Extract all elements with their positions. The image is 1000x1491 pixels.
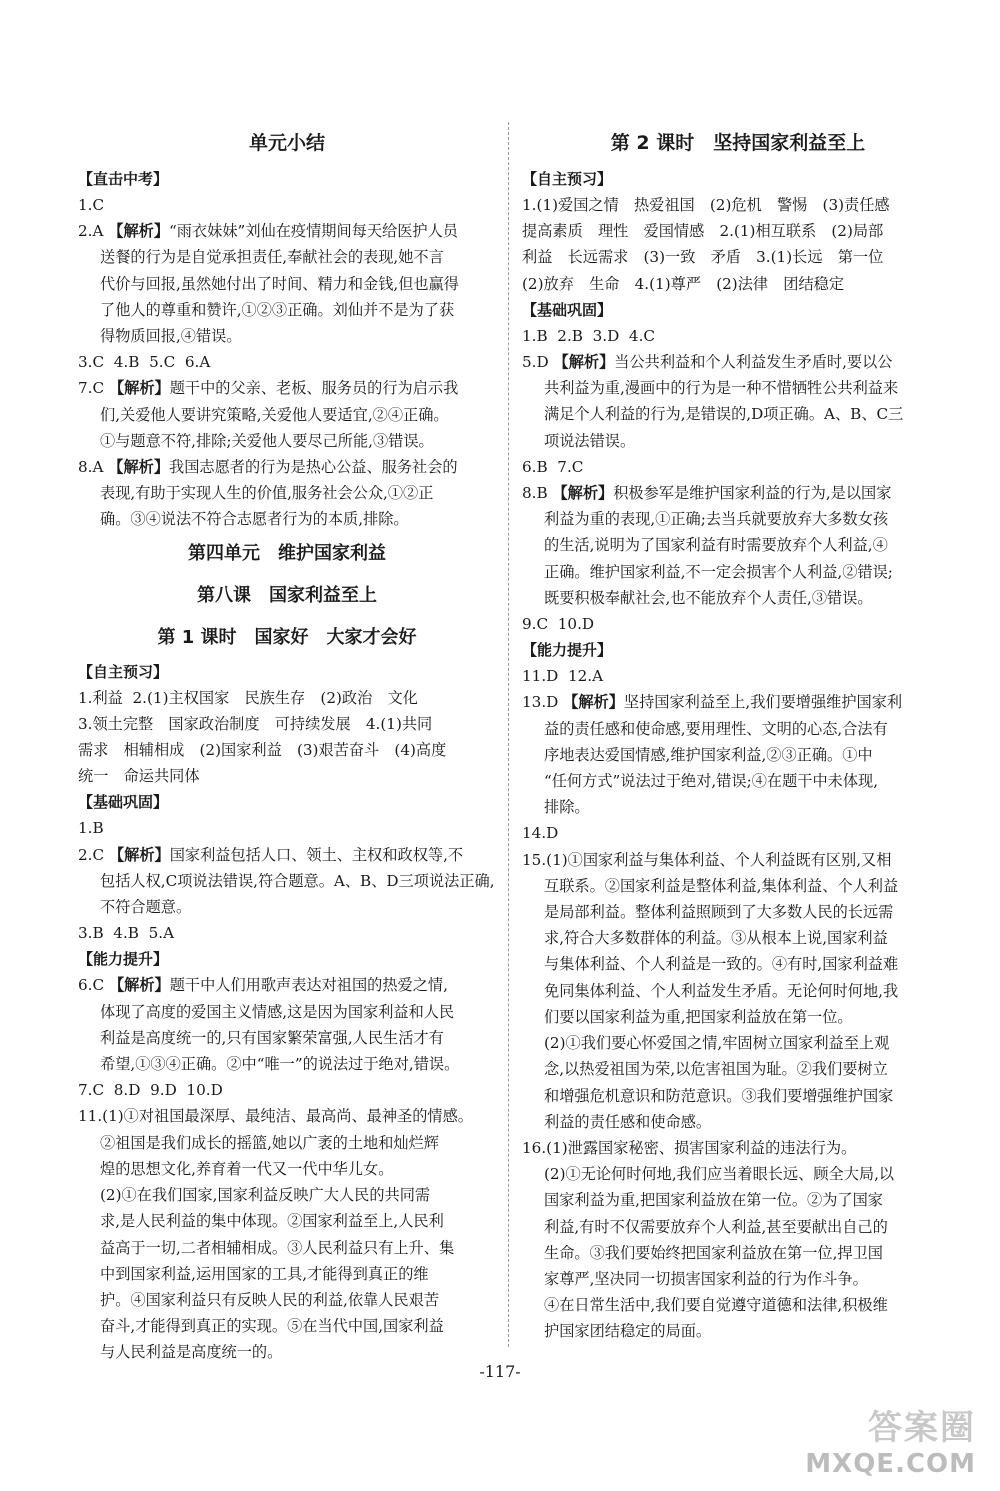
unit-heading: 第 1 课时 国家好 大家才会好	[157, 626, 417, 648]
answer-text: (2)①无论何时何地,我们应当着眼长远、顾全大局,以	[544, 1165, 895, 1184]
answer-text: 免同集体利益、个人利益发生矛盾。无论何时何地,我	[544, 981, 899, 1000]
analysis-text: “雨衣妹妹”刘仙在疫情期间每天给医护人员	[169, 222, 458, 241]
answer-text: 奋斗,才能得到真正的实现。⑤在当代中国,国家利益	[100, 1317, 444, 1336]
answer-continuation	[522, 794, 954, 820]
answer-text: 确。③④说法不符合志愿者行为的本质,排除。	[100, 510, 409, 529]
answer-line	[522, 454, 954, 480]
watermark-logo: 答案圈	[868, 1408, 976, 1448]
answer-continuation	[78, 323, 496, 349]
analysis-text: 题干中的父亲、老板、服务员的行为启示我	[169, 379, 459, 398]
answer-text: 1.利益 2.(1)主权国家 民族生存 (2)政治 文化	[78, 688, 418, 707]
answer-continuation	[78, 271, 496, 297]
answer-continuation	[78, 1182, 496, 1208]
analysis-text: 我国志愿者的行为是热心公益、服务社会的	[169, 458, 458, 477]
answer-line	[78, 815, 496, 841]
answer-continuation	[78, 1156, 496, 1182]
answer-line	[522, 271, 954, 297]
answer-text: 8.A	[78, 458, 104, 477]
answer-text: 利益,有时不仅需要放弃个人利益,甚至要献出自己的	[544, 1217, 888, 1236]
page-number: -117-	[479, 1362, 521, 1381]
answer-text: 表现,有助于实现人生的价值,服务社会公众,①②正	[100, 484, 434, 503]
answer-line	[522, 323, 954, 349]
answer-text: 念,以热爱祖国为荣,以危害祖国为耻。②我们要树立	[544, 1060, 888, 1079]
answer-continuation	[78, 1313, 496, 1339]
section-title: 第 2 课时 坚持国家利益至上	[610, 132, 866, 154]
analysis-label: 【解析】	[108, 458, 170, 477]
answer-text: 得物质回报,④错误。	[100, 327, 242, 346]
answer-line	[78, 920, 496, 946]
answer-continuation	[522, 716, 954, 742]
answer-continuation	[522, 1056, 954, 1082]
answer-continuation	[522, 1292, 954, 1318]
answer-text: 5.D	[522, 353, 549, 372]
answer-text: 序地表达爱国情感,维护国家利益,②③正确。①中	[544, 745, 873, 764]
answer-text: (2)①在我们国家,国家利益反映广大人民的共同需	[100, 1186, 431, 1205]
answer-continuation	[78, 999, 496, 1025]
answer-text: 护。④国家利益只有反映人民的利益,依靠人民艰苦	[100, 1290, 439, 1309]
answer-continuation	[522, 1004, 954, 1030]
answer-line	[78, 1103, 496, 1129]
analysis-text: 国家利益包括人口、领土、主权和政权等,不	[169, 845, 464, 864]
answer-line	[78, 972, 496, 998]
answer-continuation	[78, 1025, 496, 1051]
answer-line	[522, 192, 954, 218]
answer-line	[522, 820, 954, 846]
answer-text: 了他人的尊重和赞许,①②③正确。刘仙并不是为了获	[100, 300, 455, 319]
answer-text: 项说法错误。	[544, 431, 636, 450]
analysis-text: 积极参军是维护国家利益的行为,是以国家	[613, 484, 892, 503]
answer-text: 利益是高度统一的,只有国家繁荣富强,人民生活才有	[100, 1028, 444, 1047]
section-title: 单元小结	[248, 132, 325, 154]
answer-text: 3.B 4.B 5.A	[78, 924, 175, 943]
answer-text: (2)①我们要心怀爱国之情,牢固树立国家利益至上观	[544, 1034, 890, 1053]
answer-text: 益的责任感和使命感,要用理性、文明的心态,合法有	[544, 719, 888, 738]
answer-continuation	[522, 1318, 954, 1344]
answer-text: (2)放弃 生命 4.(1)尊严 (2)法律 团结稳定	[522, 274, 845, 293]
answer-text: 16.(1)泄露国家秘密、损害国家利益的违法行为。	[522, 1138, 857, 1157]
analysis-text: 当公共利益和个人利益发生矛盾时,要以公	[614, 353, 893, 372]
analysis-label: 【解析】	[108, 379, 170, 398]
answer-line	[78, 375, 496, 401]
answer-text: 8.B	[522, 484, 548, 503]
column-divider	[508, 122, 509, 1347]
watermark-url: MXQE.COM	[805, 1449, 976, 1479]
answer-continuation	[78, 244, 496, 270]
answer-text: 6.C	[78, 976, 105, 995]
answer-text: 代价与回报,虽然她付出了时间、精力和金钱,但也赢得	[100, 274, 459, 293]
answer-text: 1.B 2.B 3.D 4.C	[522, 326, 656, 345]
analysis-text: 坚持国家利益至上,我们要增强维护国家利	[623, 693, 903, 712]
analysis-label: 【解析】	[108, 845, 170, 864]
answer-text: 国家利益为重,把国家利益放在第一位。②为了国家	[544, 1191, 883, 1210]
answer-text: 15.(1)①国家利益与集体利益、个人利益既有区别,又相	[522, 850, 892, 869]
answer-text: 3.领土完整 国家政治制度 可持续发展 4.(1)共同	[78, 714, 433, 733]
answer-continuation	[78, 894, 496, 920]
unit-heading: 第八课 国家利益至上	[197, 584, 377, 606]
answer-text: ②祖国是我们成长的摇篮,她以广袤的土地和灿烂辉	[100, 1133, 439, 1152]
answer-text: 利益的责任感和使命感。	[544, 1112, 712, 1131]
answer-continuation	[78, 868, 496, 894]
answer-continuation	[522, 1240, 954, 1266]
answer-continuation	[522, 925, 954, 951]
answer-line	[522, 1135, 954, 1161]
answer-continuation	[522, 742, 954, 768]
answer-continuation	[78, 506, 496, 532]
answer-text: 1.(1)爱国之情 热爱祖国 (2)危机 警惕 (3)责任感	[522, 196, 890, 214]
answer-continuation	[522, 375, 954, 401]
analysis-text: 题干中人们用歌声表达对祖国的热爱之情,	[169, 976, 448, 995]
answer-text: ①与题意不符,排除;关爱他人要尽己所能,③错误。	[100, 431, 434, 450]
answer-line	[78, 763, 496, 789]
answer-continuation	[522, 1030, 954, 1056]
answer-continuation	[78, 1287, 496, 1313]
answer-continuation	[78, 480, 496, 506]
answer-continuation	[522, 1187, 954, 1213]
answer-text: 满足个人利益的行为,是错误的,D项正确。A、B、C三	[544, 405, 904, 424]
answer-continuation	[522, 532, 954, 558]
answer-text: 是局部利益。整体利益照顾到了大多数人民的长远需	[544, 903, 894, 922]
answer-line	[78, 711, 496, 737]
answer-continuation	[78, 1208, 496, 1234]
watermark	[805, 1400, 976, 1479]
section-label: 【自主预习】	[522, 170, 613, 188]
answer-continuation	[522, 768, 954, 794]
answer-text: 1.B	[78, 819, 104, 838]
answer-line	[78, 454, 496, 480]
answer-continuation	[522, 1083, 954, 1109]
answer-text: 6.B 7.C	[522, 457, 584, 476]
analysis-label: 【解析】	[108, 222, 170, 241]
answer-text: 共利益为重,漫画中的行为是一种不惜牺牲公共利益来	[544, 379, 899, 398]
answer-text: 11.D 12.A	[522, 667, 604, 686]
answer-line	[78, 842, 496, 868]
answer-continuation	[522, 506, 954, 532]
analysis-label: 【解析】	[108, 976, 170, 995]
answer-text: 和增强危机意识和防范意识。③我们要增强维护国家	[544, 1086, 894, 1105]
answer-text: ④在日常生活中,我们要自觉遵守道德和法律,积极维	[544, 1296, 888, 1315]
answer-text: 互联系。②国家利益是整体利益,集体利益、个人利益	[544, 876, 899, 895]
analysis-label: 【解析】	[563, 693, 624, 712]
answer-continuation	[522, 1161, 954, 1187]
answer-line	[522, 689, 954, 715]
answer-line	[78, 685, 496, 711]
section-label: 【能力提升】	[78, 950, 169, 969]
answer-continuation	[78, 1051, 496, 1077]
answer-text: 益高于一切,二者相辅相成。③人民利益只有上升、集	[100, 1238, 455, 1257]
answer-text: 体现了高度的爱国主义情感,这是因为国家利益和人民	[100, 1002, 455, 1021]
section-label: 【基础巩固】	[78, 793, 169, 812]
answer-text: 求,是人民利益的集中体现。②国家利益至上,人民利	[100, 1212, 444, 1231]
answer-text: 煌的思想文化,养育着一代又一代中华儿女。	[100, 1159, 394, 1178]
answer-continuation	[522, 428, 954, 454]
answer-continuation	[522, 899, 954, 925]
unit-heading: 第四单元 维护国家利益	[188, 542, 386, 564]
answer-text: 提高素质 理性 爱国情感 2.(1)相互联系 (2)局部	[522, 222, 884, 241]
answer-continuation	[78, 428, 496, 454]
answer-continuation	[522, 1109, 954, 1135]
answer-text: 求,符合大多数群体的利益。③从根本上说,国家利益	[544, 929, 888, 948]
answer-text: 需求 相辅相成 (2)国家利益 (3)艰苦奋斗 (4)高度	[78, 741, 447, 760]
answer-text: 利益 长远需求 (3)一致 矛盾 3.(1)长远 第一位	[522, 248, 884, 267]
answer-text: “任何方式”说法过于绝对,错误;④在题干中未体现,	[544, 772, 879, 791]
answer-line	[522, 480, 954, 506]
answer-text: 希望,①③④正确。②中“唯一”的说法过于绝对,错误。	[100, 1055, 460, 1074]
answer-continuation	[522, 559, 954, 585]
answer-text: 7.C 8.D 9.D 10.D	[78, 1081, 223, 1100]
answer-continuation	[522, 951, 954, 977]
answer-text: 7.C	[78, 379, 105, 398]
answer-continuation	[522, 873, 954, 899]
answer-line	[522, 663, 954, 689]
answer-text: 2.A	[78, 222, 104, 241]
answer-text: 的生活,说明为了国家利益有时需要放弃个人利益,④	[544, 536, 888, 555]
answer-continuation	[522, 978, 954, 1004]
answer-text: 排除。	[544, 798, 590, 817]
answer-text: 包括人权,C项说法错误,符合题意。A、B、D三项说法正确,	[100, 871, 495, 890]
answer-text: 们,关爱他人要讲究策略,关爱他人要适宜,②④正确。	[100, 405, 449, 424]
answer-text: 不符合题意。	[100, 898, 192, 917]
answer-text: 统一 命运共同体	[78, 767, 200, 786]
answer-line	[78, 218, 496, 244]
left-column	[78, 120, 496, 1366]
answer-text: 3.C 4.B 5.C 6.A	[78, 353, 211, 372]
answer-continuation	[522, 1266, 954, 1292]
answer-line	[78, 349, 496, 375]
answer-line	[522, 218, 954, 244]
answer-text: 与人民利益是高度统一的。	[100, 1343, 283, 1362]
section-label: 【能力提升】	[522, 641, 613, 660]
answer-text: 送餐的行为是自觉承担责任,奉献社会的表现,她不言	[100, 248, 444, 267]
answer-line	[522, 244, 954, 270]
answer-line	[522, 847, 954, 873]
section-label: 【基础巩固】	[522, 300, 613, 319]
answer-line	[78, 737, 496, 763]
answer-line	[78, 192, 496, 218]
answer-text: 既要积极奉献社会,也不能放弃个人责任,③错误。	[544, 588, 873, 607]
answer-text: 14.D	[522, 824, 559, 843]
answer-continuation	[78, 402, 496, 428]
answer-text: 正确。维护国家利益,不一定会损害个人利益,②错误;	[544, 562, 893, 581]
answer-text: 生命。③我们要始终把国家利益放在第一位,捍卫国	[544, 1243, 883, 1262]
section-label: 【直击中考】	[78, 170, 169, 188]
answer-text: 13.D	[522, 693, 559, 712]
answer-continuation	[522, 401, 954, 427]
answer-text: 们要以国家利益为重,把国家利益放在第一位。	[544, 1007, 853, 1026]
answer-continuation	[78, 1235, 496, 1261]
answer-continuation	[78, 1130, 496, 1156]
answer-text: 中到国家利益,运用国家的工具,才能得到真正的维	[100, 1264, 429, 1283]
answer-line	[78, 1077, 496, 1103]
answer-line	[522, 349, 954, 375]
answer-text: 9.C 10.D	[522, 615, 595, 634]
section-label: 【自主预习】	[78, 662, 169, 681]
answer-text: 与集体利益、个人利益是一致的。④有时,国家利益难	[544, 955, 899, 974]
answer-text: 1.C	[78, 196, 105, 214]
analysis-label: 【解析】	[552, 484, 614, 503]
answer-continuation	[522, 585, 954, 611]
answer-continuation	[78, 1261, 496, 1287]
answer-line	[522, 611, 954, 637]
answer-text: 护国家团结稳定的局面。	[544, 1322, 712, 1341]
answer-text: 11.(1)①对祖国最深厚、最纯洁、最高尚、最神圣的情感。	[78, 1107, 473, 1126]
analysis-label: 【解析】	[553, 353, 615, 372]
answer-continuation	[78, 297, 496, 323]
answer-text: 利益为重的表现,①正确;去当兵就要放弃大多数女孩	[544, 510, 889, 529]
answer-text: 2.C	[78, 845, 105, 864]
right-column	[522, 120, 954, 1345]
answer-text: 家尊严,坚决同一切损害国家利益的行为作斗争。	[544, 1269, 868, 1288]
answer-continuation	[522, 1214, 954, 1240]
